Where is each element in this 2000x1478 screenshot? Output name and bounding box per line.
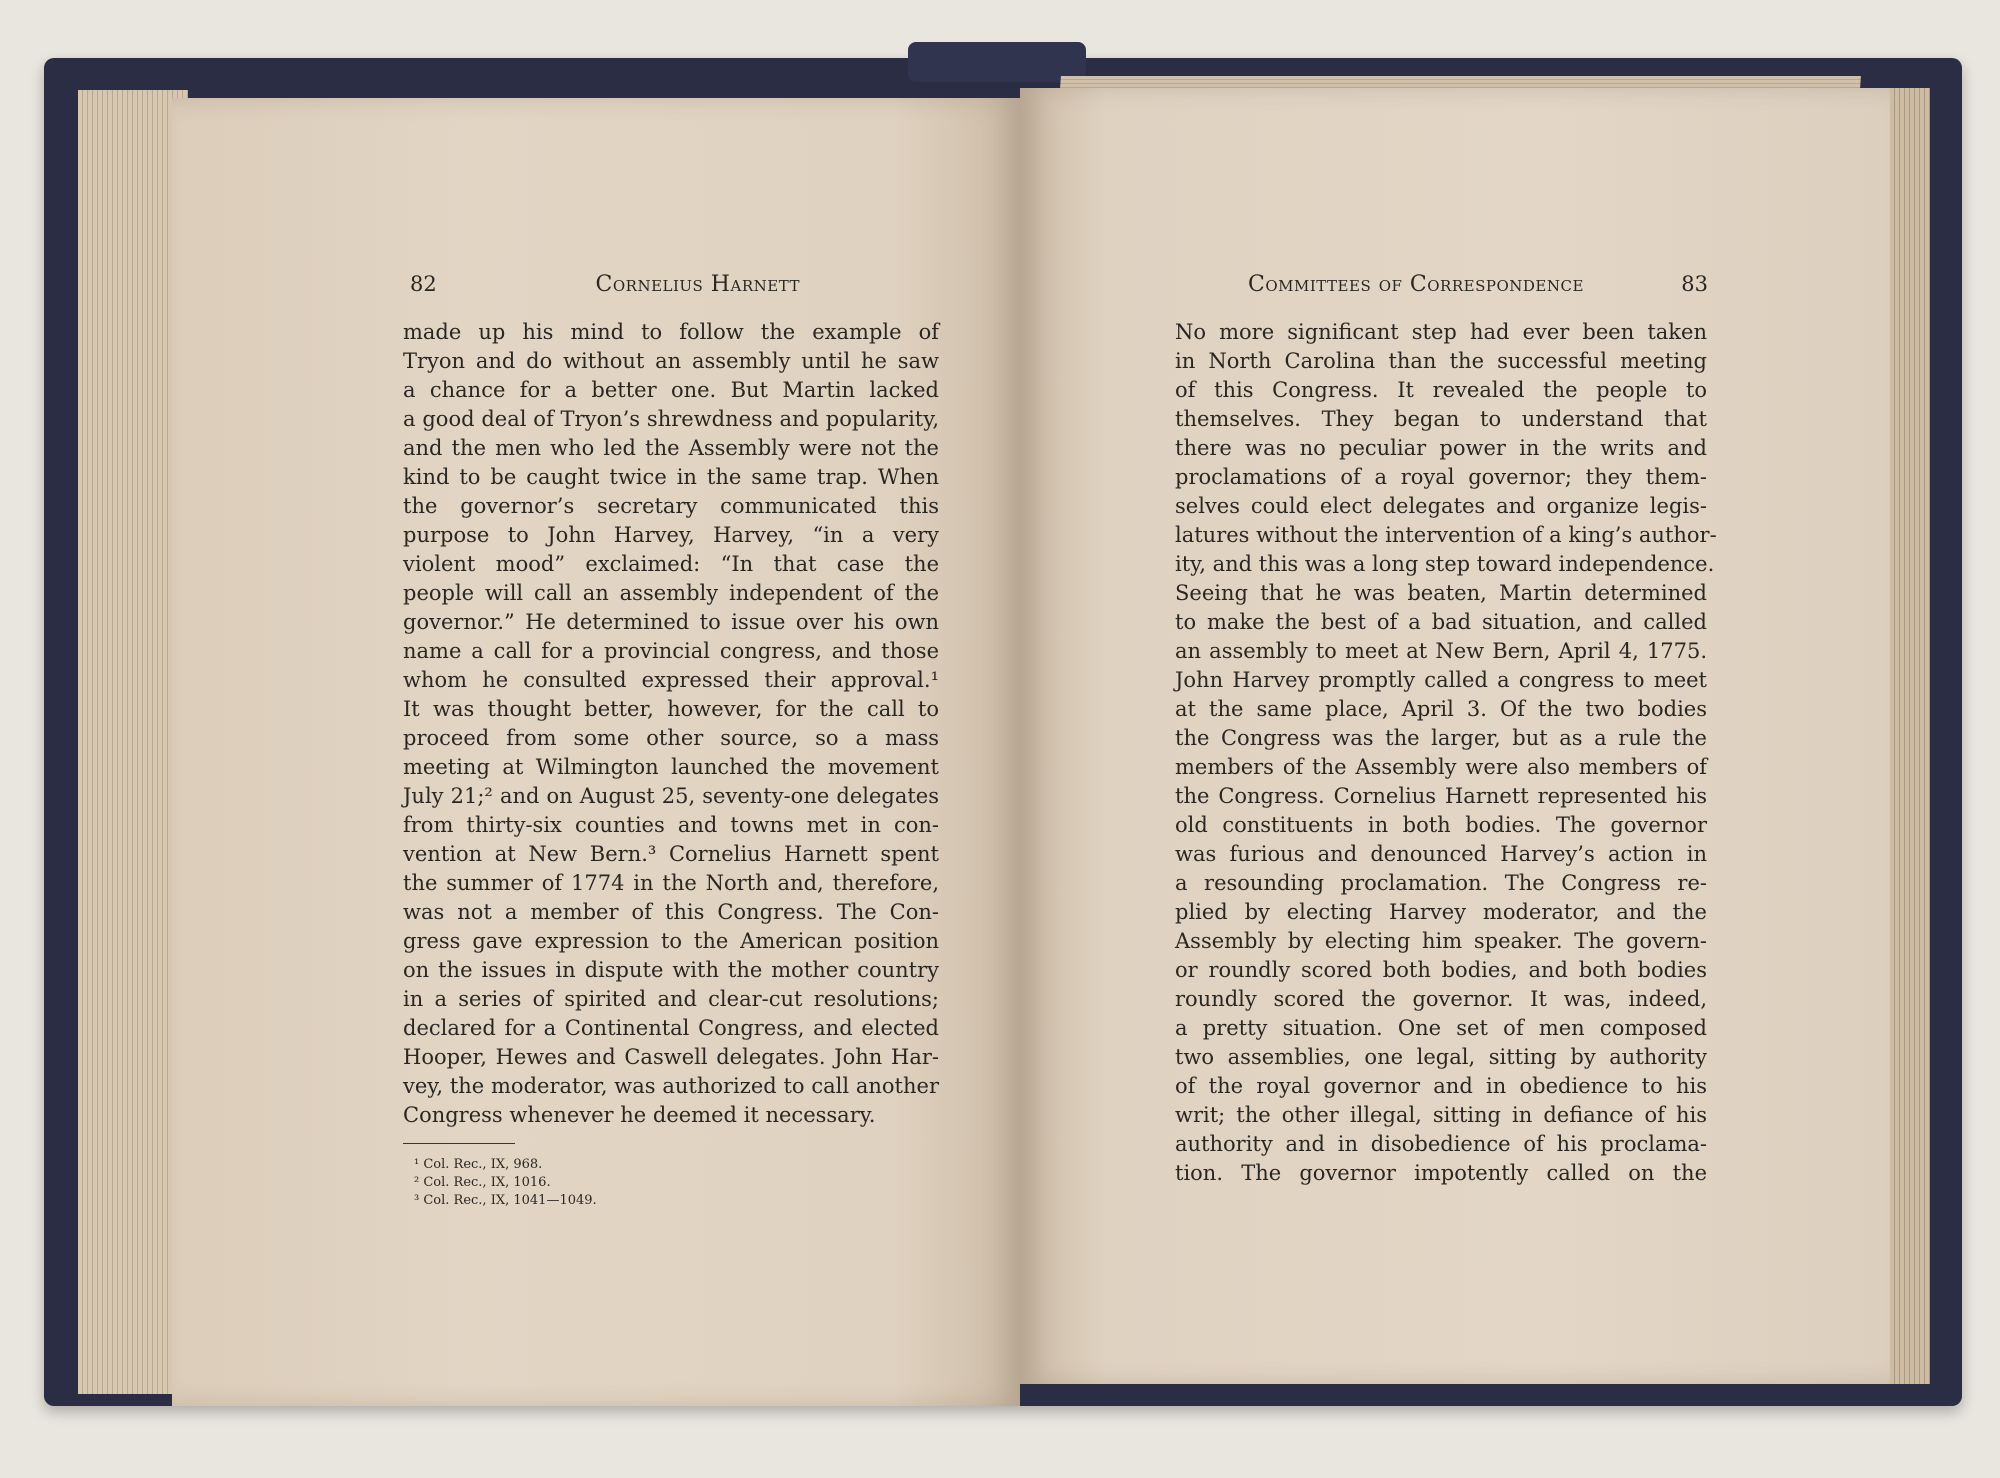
- text-line: Congress whenever he deemed it necessary.: [403, 1103, 876, 1127]
- footnote-rule: [403, 1143, 515, 1144]
- text-line: meeting at Wilmington launched the movement: [403, 755, 939, 779]
- text-line: kind to be caught twice in the same trap. When: [403, 465, 939, 489]
- book-spine: [908, 42, 1086, 82]
- text-line: vey, the moderator, was authorized to call another: [403, 1074, 939, 1098]
- text-line: themselves. They began to understand that: [1175, 407, 1707, 431]
- text-line: a resounding proclamation. The Congress re-: [1175, 871, 1707, 895]
- text-line: governor.” He determined to issue over his own: [403, 610, 939, 634]
- running-head-title: Cornelius Harnett: [595, 272, 800, 297]
- text-line: Tryon and do without an assembly until he saw: [403, 349, 939, 373]
- text-line: was furious and denounced Harvey’s action in: [1175, 842, 1707, 866]
- footnotes: [414, 1156, 597, 1210]
- text-line: in North Carolina than the successful meeting: [1175, 349, 1707, 373]
- text-line: writ; the other illegal, sitting in defiance of his: [1175, 1103, 1707, 1127]
- text-line: Hooper, Hewes and Caswell delegates. John Har-: [403, 1045, 939, 1069]
- text-line: or roundly scored both bodies, and both bodies: [1175, 958, 1707, 982]
- right-body-text: [1175, 318, 1717, 1188]
- left-body-text: [403, 318, 939, 1130]
- text-line: a pretty situation. One set of men composed: [1175, 1016, 1707, 1040]
- running-head-title: Committees of Correspondence: [1248, 272, 1584, 297]
- text-line: declared for a Continental Congress, and elected: [403, 1016, 939, 1040]
- footnote: ¹ Col. Rec., IX, 968.: [414, 1157, 543, 1172]
- text-line: latures without the intervention of a king’s author-: [1175, 523, 1717, 547]
- text-line: July 21;² and on August 25, seventy-one delegates: [403, 784, 939, 808]
- text-line: violent mood” exclaimed: “In that case the: [403, 552, 939, 576]
- text-line: the summer of 1774 in the North and, therefore,: [403, 871, 939, 895]
- text-line: No more significant step had ever been taken: [1175, 320, 1707, 344]
- text-line: vention at New Bern.³ Cornelius Harnett spent: [403, 842, 939, 866]
- text-line: It was thought better, however, for the call to: [403, 697, 939, 721]
- text-line: selves could elect delegates and organize legis-: [1175, 494, 1707, 518]
- text-line: roundly scored the governor. It was, indeed,: [1175, 987, 1707, 1011]
- text-line: in a series of spirited and clear-cut resolutions;: [403, 987, 939, 1011]
- footnote: ³ Col. Rec., IX, 1041—1049.: [414, 1193, 597, 1208]
- text-line: John Harvey promptly called a congress to meet: [1175, 668, 1707, 692]
- text-line: the governor’s secretary communicated this: [403, 494, 939, 518]
- text-line: an assembly to meet at New Bern, April 4, 1775.: [1175, 639, 1707, 663]
- page-number: 83: [1681, 272, 1708, 296]
- text-line: there was no peculiar power in the writs and: [1175, 436, 1707, 460]
- text-line: authority and in disobedience of his proclama-: [1175, 1132, 1707, 1156]
- text-line: a good deal of Tryon’s shrewdness and popularity,: [403, 407, 939, 431]
- text-line: the Congress was the larger, but as a rule the: [1175, 726, 1707, 750]
- footnote: ² Col. Rec., IX, 1016.: [414, 1175, 551, 1190]
- text-line: plied by electing Harvey moderator, and the: [1175, 900, 1707, 924]
- text-line: from thirty-six counties and towns met in con-: [403, 813, 939, 837]
- text-line: name a call for a provincial congress, and those: [403, 639, 939, 663]
- text-line: purpose to John Harvey, Harvey, “in a very: [403, 523, 939, 547]
- text-line: was not a member of this Congress. The Con-: [403, 900, 939, 924]
- text-line: to make the best of a bad situation, and called: [1175, 610, 1707, 634]
- text-line: the Congress. Cornelius Harnett represented his: [1175, 784, 1707, 808]
- text-line: on the issues in dispute with the mother country: [403, 958, 939, 982]
- text-line: ity, and this was a long step toward independence.: [1175, 552, 1715, 576]
- text-line: Assembly by electing him speaker. The govern-: [1175, 929, 1707, 953]
- left-running-head: [410, 272, 810, 302]
- text-line: a chance for a better one. But Martin lacked: [403, 378, 939, 402]
- page-number: 82: [410, 272, 437, 296]
- text-line: of this Congress. It revealed the people to: [1175, 378, 1707, 402]
- text-line: people will call an assembly independent of the: [403, 581, 939, 605]
- text-line: of the royal governor and in obedience to his: [1175, 1074, 1707, 1098]
- text-line: at the same place, April 3. Of the two bodies: [1175, 697, 1707, 721]
- text-line: old constituents in both bodies. The governor: [1175, 813, 1707, 837]
- text-line: two assemblies, one legal, sitting by authority: [1175, 1045, 1707, 1069]
- text-line: gress gave expression to the American position: [403, 929, 939, 953]
- text-line: members of the Assembly were also members of: [1175, 755, 1707, 779]
- text-line: proceed from some other source, so a mass: [403, 726, 939, 750]
- text-line: made up his mind to follow the example of: [403, 320, 939, 344]
- text-line: whom he consulted expressed their approval.¹: [403, 668, 939, 692]
- text-line: Seeing that he was beaten, Martin determined: [1175, 581, 1707, 605]
- text-line: and the men who led the Assembly were not the: [403, 436, 939, 460]
- text-line: tion. The governor impotently called on the: [1175, 1161, 1707, 1185]
- right-running-head: [1248, 272, 1708, 302]
- text-line: proclamations of a royal governor; they them-: [1175, 465, 1707, 489]
